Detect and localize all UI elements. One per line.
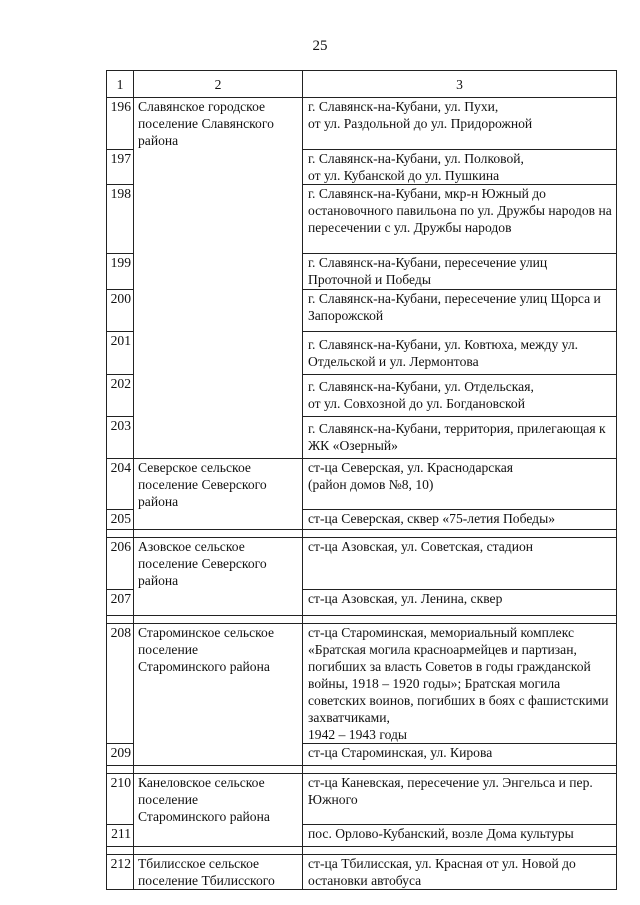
table-row: [107, 623, 617, 743]
table-row: [107, 253, 617, 289]
location-text: г. Славянск-на-Кубани, пересечение улиц Щорса и Запорожской: [303, 289, 617, 331]
table-header-row: [107, 71, 617, 98]
row-number: 205: [107, 510, 134, 530]
row-number: 203: [107, 416, 134, 458]
table-row: [107, 374, 617, 416]
municipality-name: Северское сельское поселение Северского района: [134, 458, 303, 510]
table-row: [107, 743, 617, 765]
table-row: [107, 458, 617, 510]
table-row: [107, 184, 617, 253]
municipality-name: Староминское сельское поселение Староминского района: [134, 623, 303, 743]
table-row: [107, 416, 617, 458]
page-number: 25: [312, 38, 328, 54]
row-number: 208: [107, 623, 134, 743]
row-number: 207: [107, 589, 134, 615]
header-col-3: 3: [303, 71, 617, 98]
location-text: г. Славянск-на-Кубани, ул. Пухи, от ул. Раздольной до ул. Придорожной: [303, 98, 617, 150]
table-row: [107, 149, 617, 184]
table-row: [107, 289, 617, 331]
municipality-name: Тбилисское сельское поселение Тбилисского: [134, 855, 303, 890]
location-text: ст-ца Каневская, пересечение ул. Энгельса и пер. Южного: [303, 773, 617, 825]
location-text: г. Славянск-на-Кубани, ул. Полковой, от ул. Кубанской до ул. Пушкина: [303, 149, 617, 184]
location-text: ст-ца Азовская, ул. Ленина, сквер: [303, 589, 617, 615]
municipality-name: Канеловское сельское поселение Староминского района: [134, 773, 303, 825]
row-number: 197: [107, 149, 134, 184]
row-number: 210: [107, 773, 134, 825]
location-text: ст-ца Северская, сквер «75-летия Победы»: [303, 510, 617, 530]
location-text: пос. Орлово-Кубанский, возле Дома культуры: [303, 825, 617, 847]
locations-table: [106, 70, 617, 890]
table-row: [107, 855, 617, 890]
location-text: г. Славянск-на-Кубани, территория, прилегающая к ЖК «Озерный»: [303, 416, 617, 458]
row-number: 196: [107, 98, 134, 150]
location-text: ст-ца Тбилисская, ул. Красная от ул. Новой до остановки автобуса: [303, 855, 617, 890]
municipality-name: Азовское сельское поселение Северского района: [134, 538, 303, 590]
location-text: г. Славянск-на-Кубани, мкр-н Южный до остановочного павильона по ул. Дружбы народов на пересечении с ул. Дружбы народов: [303, 184, 617, 253]
location-text: ст-ца Азовская, ул. Советская, стадион: [303, 538, 617, 590]
row-number: 198: [107, 184, 134, 253]
location-text: ст-ца Северская, ул. Краснодарская (район домов №8, 10): [303, 458, 617, 510]
location-text: г. Славянск-на-Кубани, ул. Отдельская, от ул. Совхозной до ул. Богдановской: [303, 374, 617, 416]
row-number: 201: [107, 331, 134, 374]
table-row: [107, 98, 617, 150]
table-row: [107, 510, 617, 530]
row-number: 209: [107, 743, 134, 765]
row-number: 199: [107, 253, 134, 289]
header-col-1: 1: [107, 71, 134, 98]
table-row: [107, 825, 617, 847]
header-col-2: 2: [134, 71, 303, 98]
location-text: г. Славянск-на-Кубани, ул. Ковтюха, между ул. Отдельской и ул. Лермонтова: [303, 331, 617, 374]
row-number: 202: [107, 374, 134, 416]
location-text: г. Славянск-на-Кубани, пересечение улиц Проточной и Победы: [303, 253, 617, 289]
table-row: [107, 538, 617, 590]
table-row: [107, 331, 617, 374]
table-row: [107, 589, 617, 615]
row-number: 206: [107, 538, 134, 590]
location-text: ст-ца Староминская, мемориальный комплекс «Братская могила красноармейцев и партизан, погибших за власть Советов в годы гражданской войны, 1918 – 1920 годы»; Братская могила советских воинов, погибших в боях с фашистскими захватчиками, 1942 – 1943 годы: [303, 623, 617, 743]
row-number: 211: [107, 825, 134, 847]
row-number: 212: [107, 855, 134, 890]
row-number: 204: [107, 458, 134, 510]
location-text: ст-ца Староминская, ул. Кирова: [303, 743, 617, 765]
table-row: [107, 773, 617, 825]
row-number: 200: [107, 289, 134, 331]
municipality-name: Славянское городское поселение Славянского района: [134, 98, 303, 150]
